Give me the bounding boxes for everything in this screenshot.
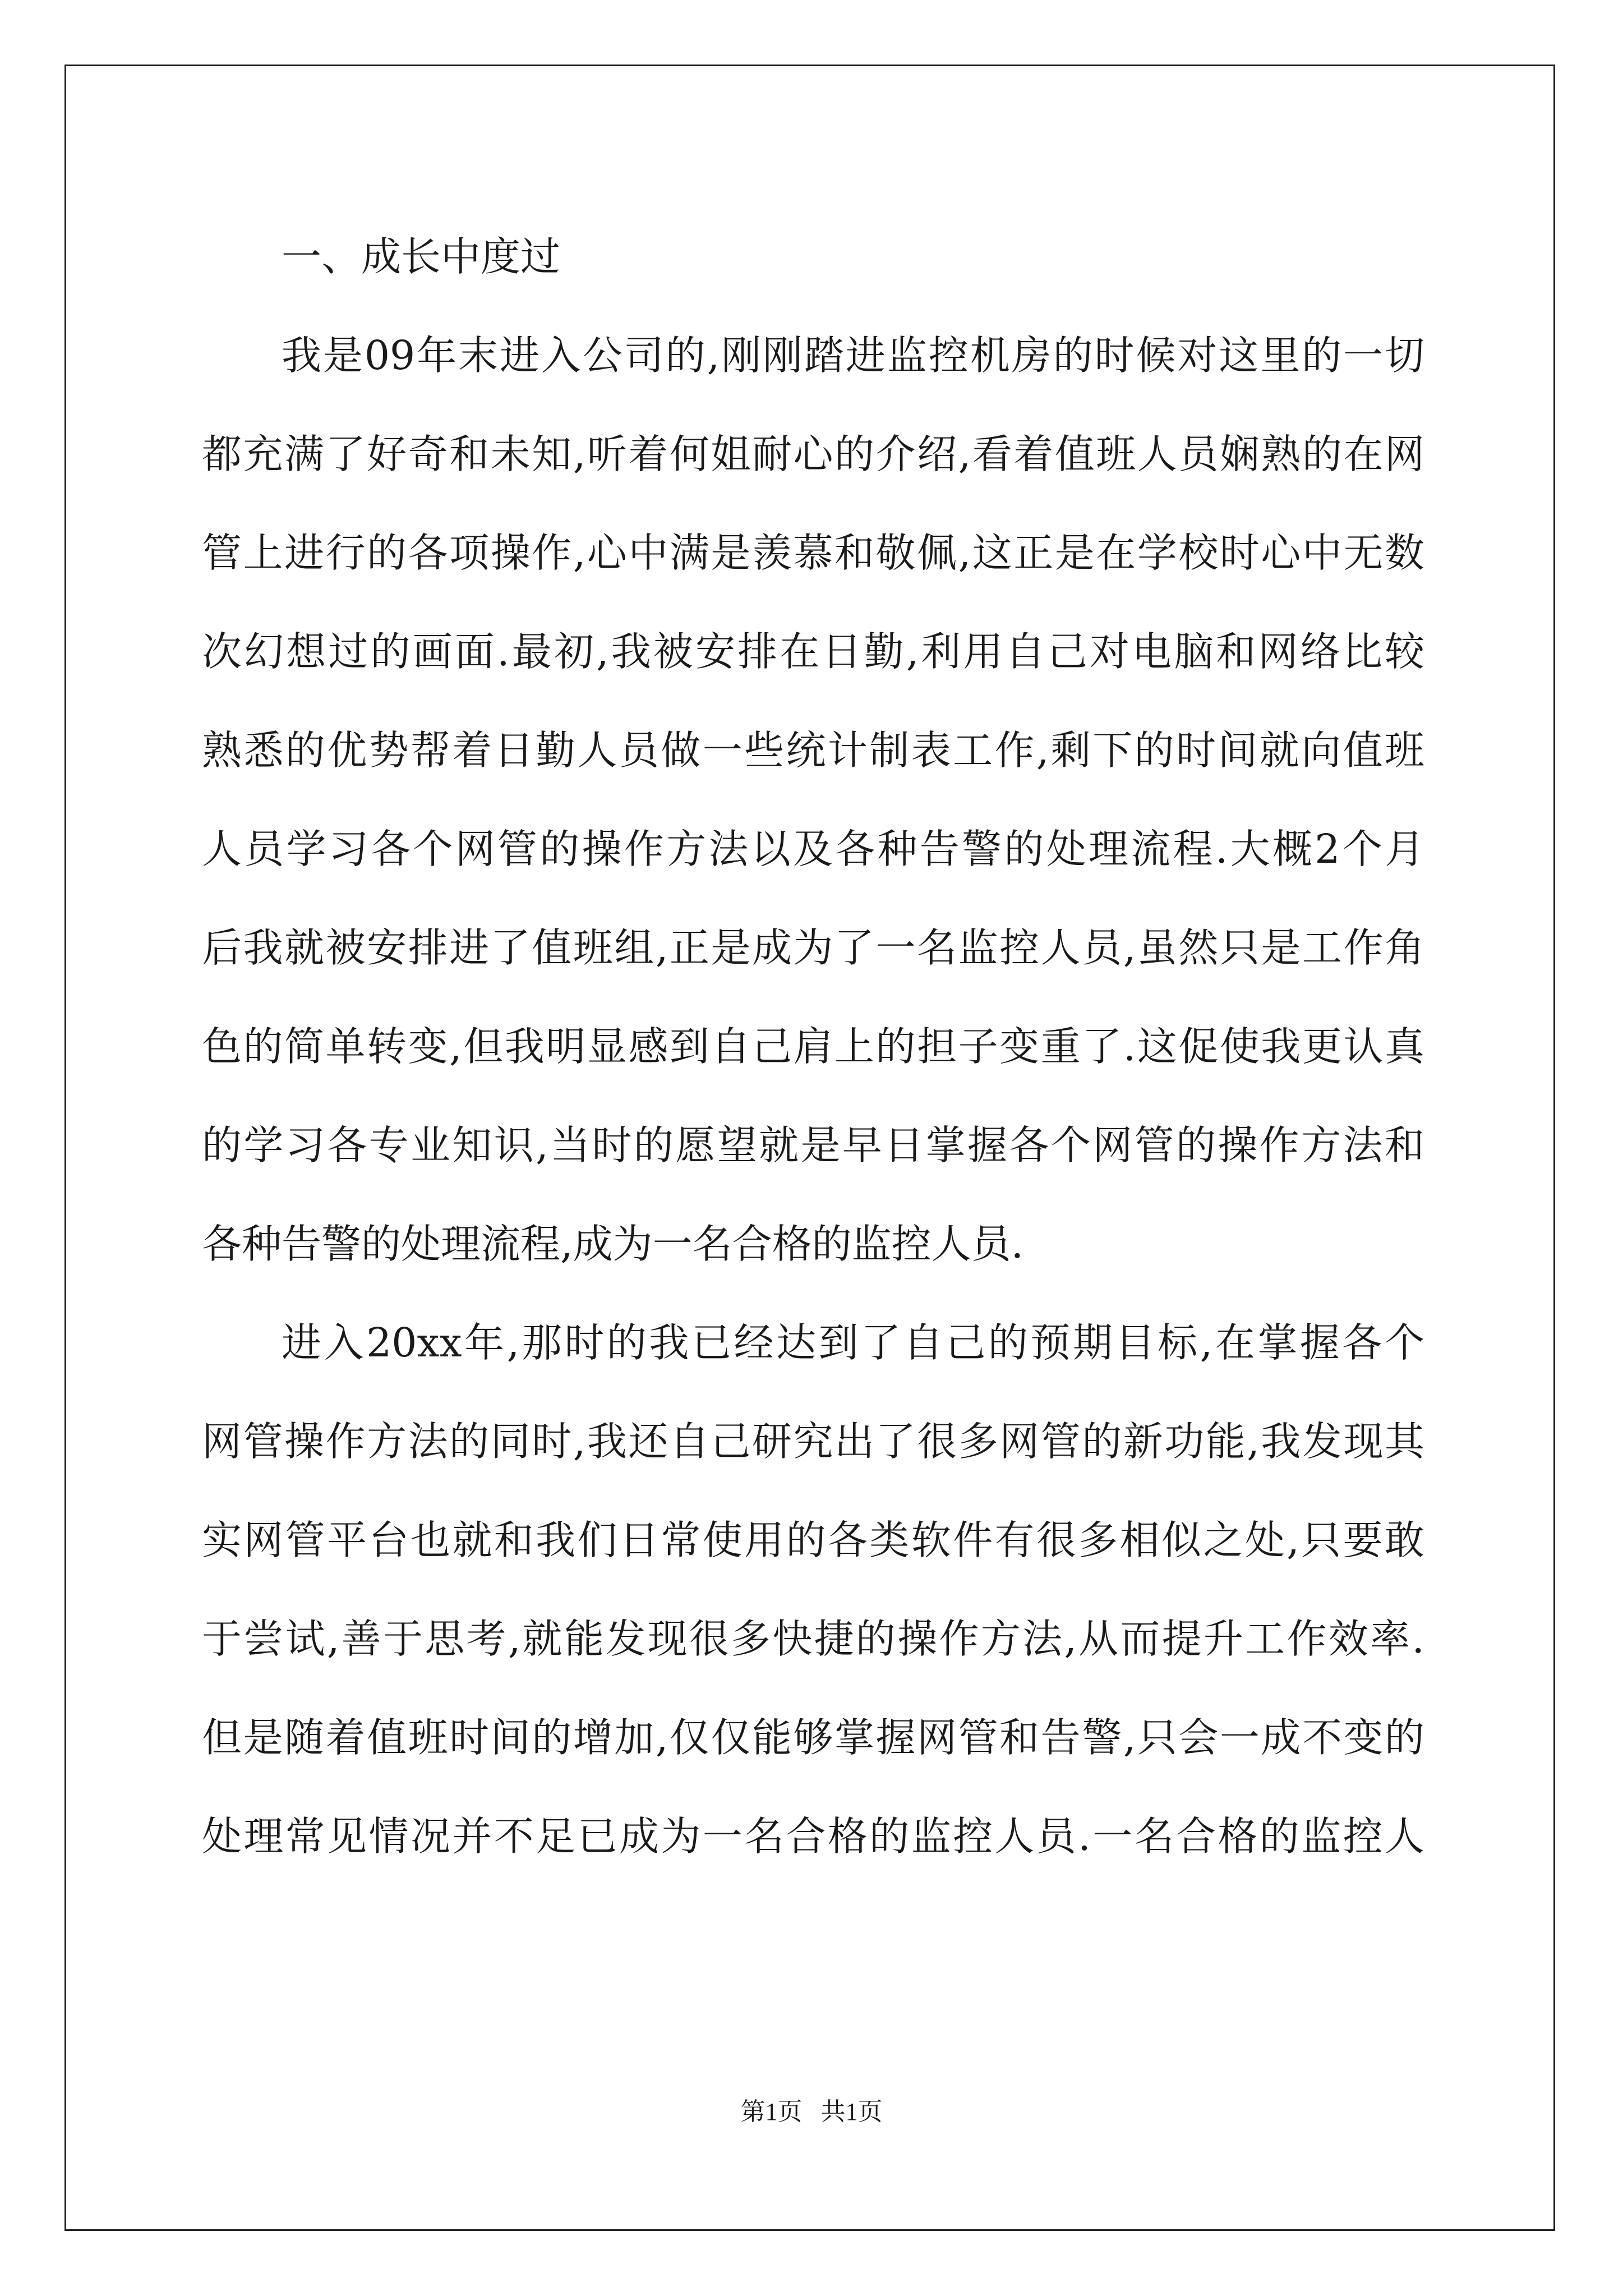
paragraph-line: 各种告警的处理流程,成为一名合格的监控人员. [202, 1221, 1024, 1267]
paragraph-line: 我是09年末进入公司的,刚刚踏进监控机房的时候对这里的一切 [282, 332, 1424, 379]
paragraph-line: 都充满了好奇和未知,听着何姐耐心的介绍,看着值班人员娴熟的在网 [202, 431, 1424, 477]
paragraph-line: 处理常见情况并不足已成为一名合格的监控人员.一名合格的监控人 [202, 1813, 1424, 1860]
page-number: 第1页 [740, 2098, 803, 2125]
paragraph-line: 人员学习各个网管的操作方法以及各种告警的处理流程.大概2个月 [202, 826, 1424, 872]
paragraph-line: 熟悉的优势帮着日勤人员做一些统计制表工作,剩下的时间就向值班 [202, 727, 1424, 774]
paragraph-line: 次幻想过的画面.最初,我被安排在日勤,利用自己对电脑和网络比较 [202, 628, 1424, 675]
document-body [202, 208, 1424, 1886]
paragraph-line: 进入20xx年,那时的我已经达到了自己的预期目标,在掌握各个 [282, 1319, 1424, 1366]
paragraph-line: 的学习各专业知识,当时的愿望就是早日掌握各个网管的操作方法和 [202, 1122, 1424, 1168]
section-heading: 一、成长中度过 [282, 233, 561, 280]
paragraph-line: 实网管平台也就和我们日常使用的各类软件有很多相似之处,只要敢 [202, 1517, 1424, 1563]
paragraph-line: 管上进行的各项操作,心中满是羡慕和敬佩,这正是在学校时心中无数 [202, 530, 1424, 576]
paragraph-line: 但是随着值班时间的增加,仅仅能够掌握网管和告警,只会一成不变的 [202, 1714, 1425, 1761]
paragraph-line: 后我就被安排进了值班组,正是成为了一名监控人员,虽然只是工作角 [202, 924, 1425, 971]
paragraph-line: 色的简单转变,但我明显感到自己肩上的担子变重了.这促使我更认真 [202, 1023, 1425, 1070]
paragraph-line: 网管操作方法的同时,我还自己研究出了很多网管的新功能,我发现其 [202, 1418, 1424, 1465]
page-footer [0, 2091, 1623, 2127]
page-total: 共1页 [820, 2098, 883, 2125]
paragraph-line: 于尝试,善于思考,就能发现很多快捷的操作方法,从而提升工作效率. [202, 1616, 1424, 1662]
